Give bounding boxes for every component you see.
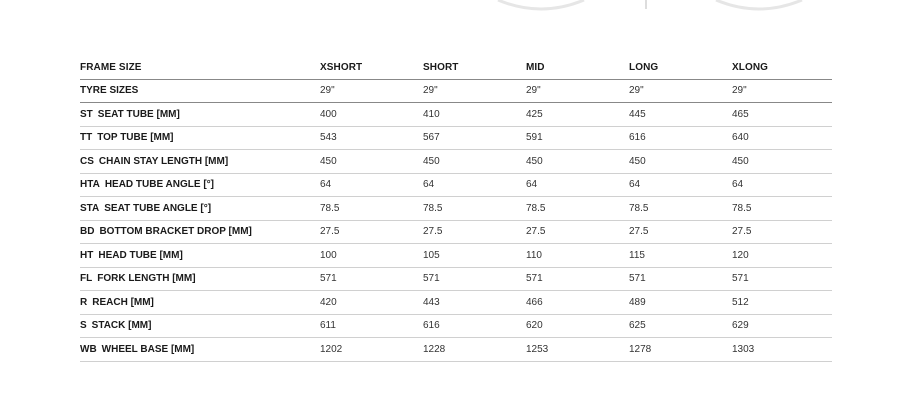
row-label-text: REACH [MM]	[92, 296, 154, 308]
row-label-text: HEAD TUBE ANGLE [°]	[104, 179, 214, 191]
table-cell: 1202	[320, 338, 423, 362]
row-label-text: HEAD TUBE [MM]	[98, 249, 183, 261]
row-label	[80, 150, 320, 174]
table-cell: 571	[423, 267, 526, 291]
row-label-text: SEAT TUBE [MM]	[97, 108, 180, 120]
table-row	[80, 126, 832, 150]
row-abbreviation: S	[80, 320, 87, 332]
table-row	[80, 291, 832, 315]
row-label	[80, 267, 320, 291]
row-label-text: WHEEL BASE [MM]	[101, 343, 195, 355]
size-header-xshort: XSHORT	[320, 56, 423, 79]
table-cell: 27.5	[320, 220, 423, 244]
row-label	[80, 244, 320, 268]
table-cell: 450	[629, 150, 732, 174]
frame-size-header-label: FRAME SIZE	[80, 56, 320, 79]
table-cell: 571	[629, 267, 732, 291]
table-cell: 27.5	[423, 220, 526, 244]
table-row	[80, 338, 832, 362]
table-cell: 443	[423, 291, 526, 315]
table-cell: 110	[526, 244, 629, 268]
table-cell: 425	[526, 103, 629, 127]
table-cell: 620	[526, 314, 629, 338]
table-row	[80, 197, 832, 221]
table-cell: 571	[732, 267, 832, 291]
row-abbreviation: ST	[80, 108, 93, 120]
table-row	[80, 314, 832, 338]
row-label	[80, 103, 320, 127]
table-cell: 640	[732, 126, 832, 150]
table-cell: 567	[423, 126, 526, 150]
table-cell: 465	[732, 103, 832, 127]
table-cell: 29"	[526, 79, 629, 103]
table-row	[80, 103, 832, 127]
table-cell: 1228	[423, 338, 526, 362]
table-cell: 1303	[732, 338, 832, 362]
table-cell: 29"	[732, 79, 832, 103]
table-cell: 64	[526, 173, 629, 197]
row-abbreviation: R	[80, 296, 88, 308]
table-cell: 489	[629, 291, 732, 315]
geometry-table	[80, 56, 832, 362]
table-cell: 1278	[629, 338, 732, 362]
row-label-text: FORK LENGTH [MM]	[97, 273, 196, 285]
row-abbreviation: BD	[80, 226, 95, 238]
table-cell: 400	[320, 103, 423, 127]
table-cell: 120	[732, 244, 832, 268]
row-label	[80, 173, 320, 197]
bike-illustration-wheels	[0, 0, 906, 20]
row-abbreviation: FL	[80, 273, 93, 285]
row-label	[80, 291, 320, 315]
table-cell: 64	[732, 173, 832, 197]
table-cell: 29"	[629, 79, 732, 103]
table-cell: 616	[629, 126, 732, 150]
table-cell: 420	[320, 291, 423, 315]
size-header-mid: MID	[526, 56, 629, 79]
table-cell: 1253	[526, 338, 629, 362]
tyre-sizes-label: TYRE SIZES	[80, 79, 320, 103]
row-label-text: SEAT TUBE ANGLE [°]	[104, 202, 212, 214]
table-cell: 100	[320, 244, 423, 268]
row-label-text: TOP TUBE [MM]	[97, 132, 174, 144]
table-cell: 543	[320, 126, 423, 150]
row-abbreviation: STA	[80, 202, 100, 214]
table-cell: 27.5	[526, 220, 629, 244]
table-cell: 27.5	[732, 220, 832, 244]
table-row	[80, 150, 832, 174]
table-cell: 27.5	[629, 220, 732, 244]
rear-wheel-arc	[716, 0, 802, 9]
table-cell: 78.5	[732, 197, 832, 221]
row-abbreviation: HTA	[80, 179, 100, 191]
table-row	[80, 220, 832, 244]
table-cell: 78.5	[423, 197, 526, 221]
row-abbreviation: WB	[80, 343, 97, 355]
table-cell: 450	[423, 150, 526, 174]
table-row	[80, 173, 832, 197]
table-cell: 571	[526, 267, 629, 291]
size-header-xlong: XLONG	[732, 56, 832, 79]
table-cell: 410	[423, 103, 526, 127]
table-cell: 78.5	[629, 197, 732, 221]
row-label	[80, 197, 320, 221]
table-cell: 625	[629, 314, 732, 338]
table-cell: 64	[629, 173, 732, 197]
row-abbreviation: HT	[80, 249, 94, 261]
row-label	[80, 220, 320, 244]
table-cell: 466	[526, 291, 629, 315]
table-cell: 591	[526, 126, 629, 150]
table-cell: 29"	[320, 79, 423, 103]
table-row	[80, 267, 832, 291]
table-cell: 445	[629, 103, 732, 127]
row-label-text: STACK [MM]	[91, 320, 152, 332]
table-cell: 78.5	[320, 197, 423, 221]
table-cell: 616	[423, 314, 526, 338]
row-label	[80, 338, 320, 362]
tyre-sizes-row	[80, 79, 832, 103]
size-header-short: SHORT	[423, 56, 526, 79]
table-cell: 29"	[423, 79, 526, 103]
frame-size-header-row	[80, 56, 832, 79]
row-label	[80, 314, 320, 338]
size-header-long: LONG	[629, 56, 732, 79]
table-cell: 450	[732, 150, 832, 174]
row-label-text: BOTTOM BRACKET DROP [MM]	[99, 226, 252, 238]
row-abbreviation: TT	[80, 132, 93, 144]
table-cell: 512	[732, 291, 832, 315]
table-cell: 105	[423, 244, 526, 268]
row-abbreviation: CS	[80, 155, 94, 167]
table-cell: 64	[320, 173, 423, 197]
front-wheel-arc	[498, 0, 584, 9]
table-cell: 78.5	[526, 197, 629, 221]
table-cell: 115	[629, 244, 732, 268]
row-label	[80, 126, 320, 150]
table-row	[80, 244, 832, 268]
table-cell: 450	[526, 150, 629, 174]
table-cell: 571	[320, 267, 423, 291]
row-label-text: CHAIN STAY LENGTH [MM]	[98, 155, 229, 167]
table-cell: 64	[423, 173, 526, 197]
table-cell: 629	[732, 314, 832, 338]
table-cell: 611	[320, 314, 423, 338]
table-cell: 450	[320, 150, 423, 174]
